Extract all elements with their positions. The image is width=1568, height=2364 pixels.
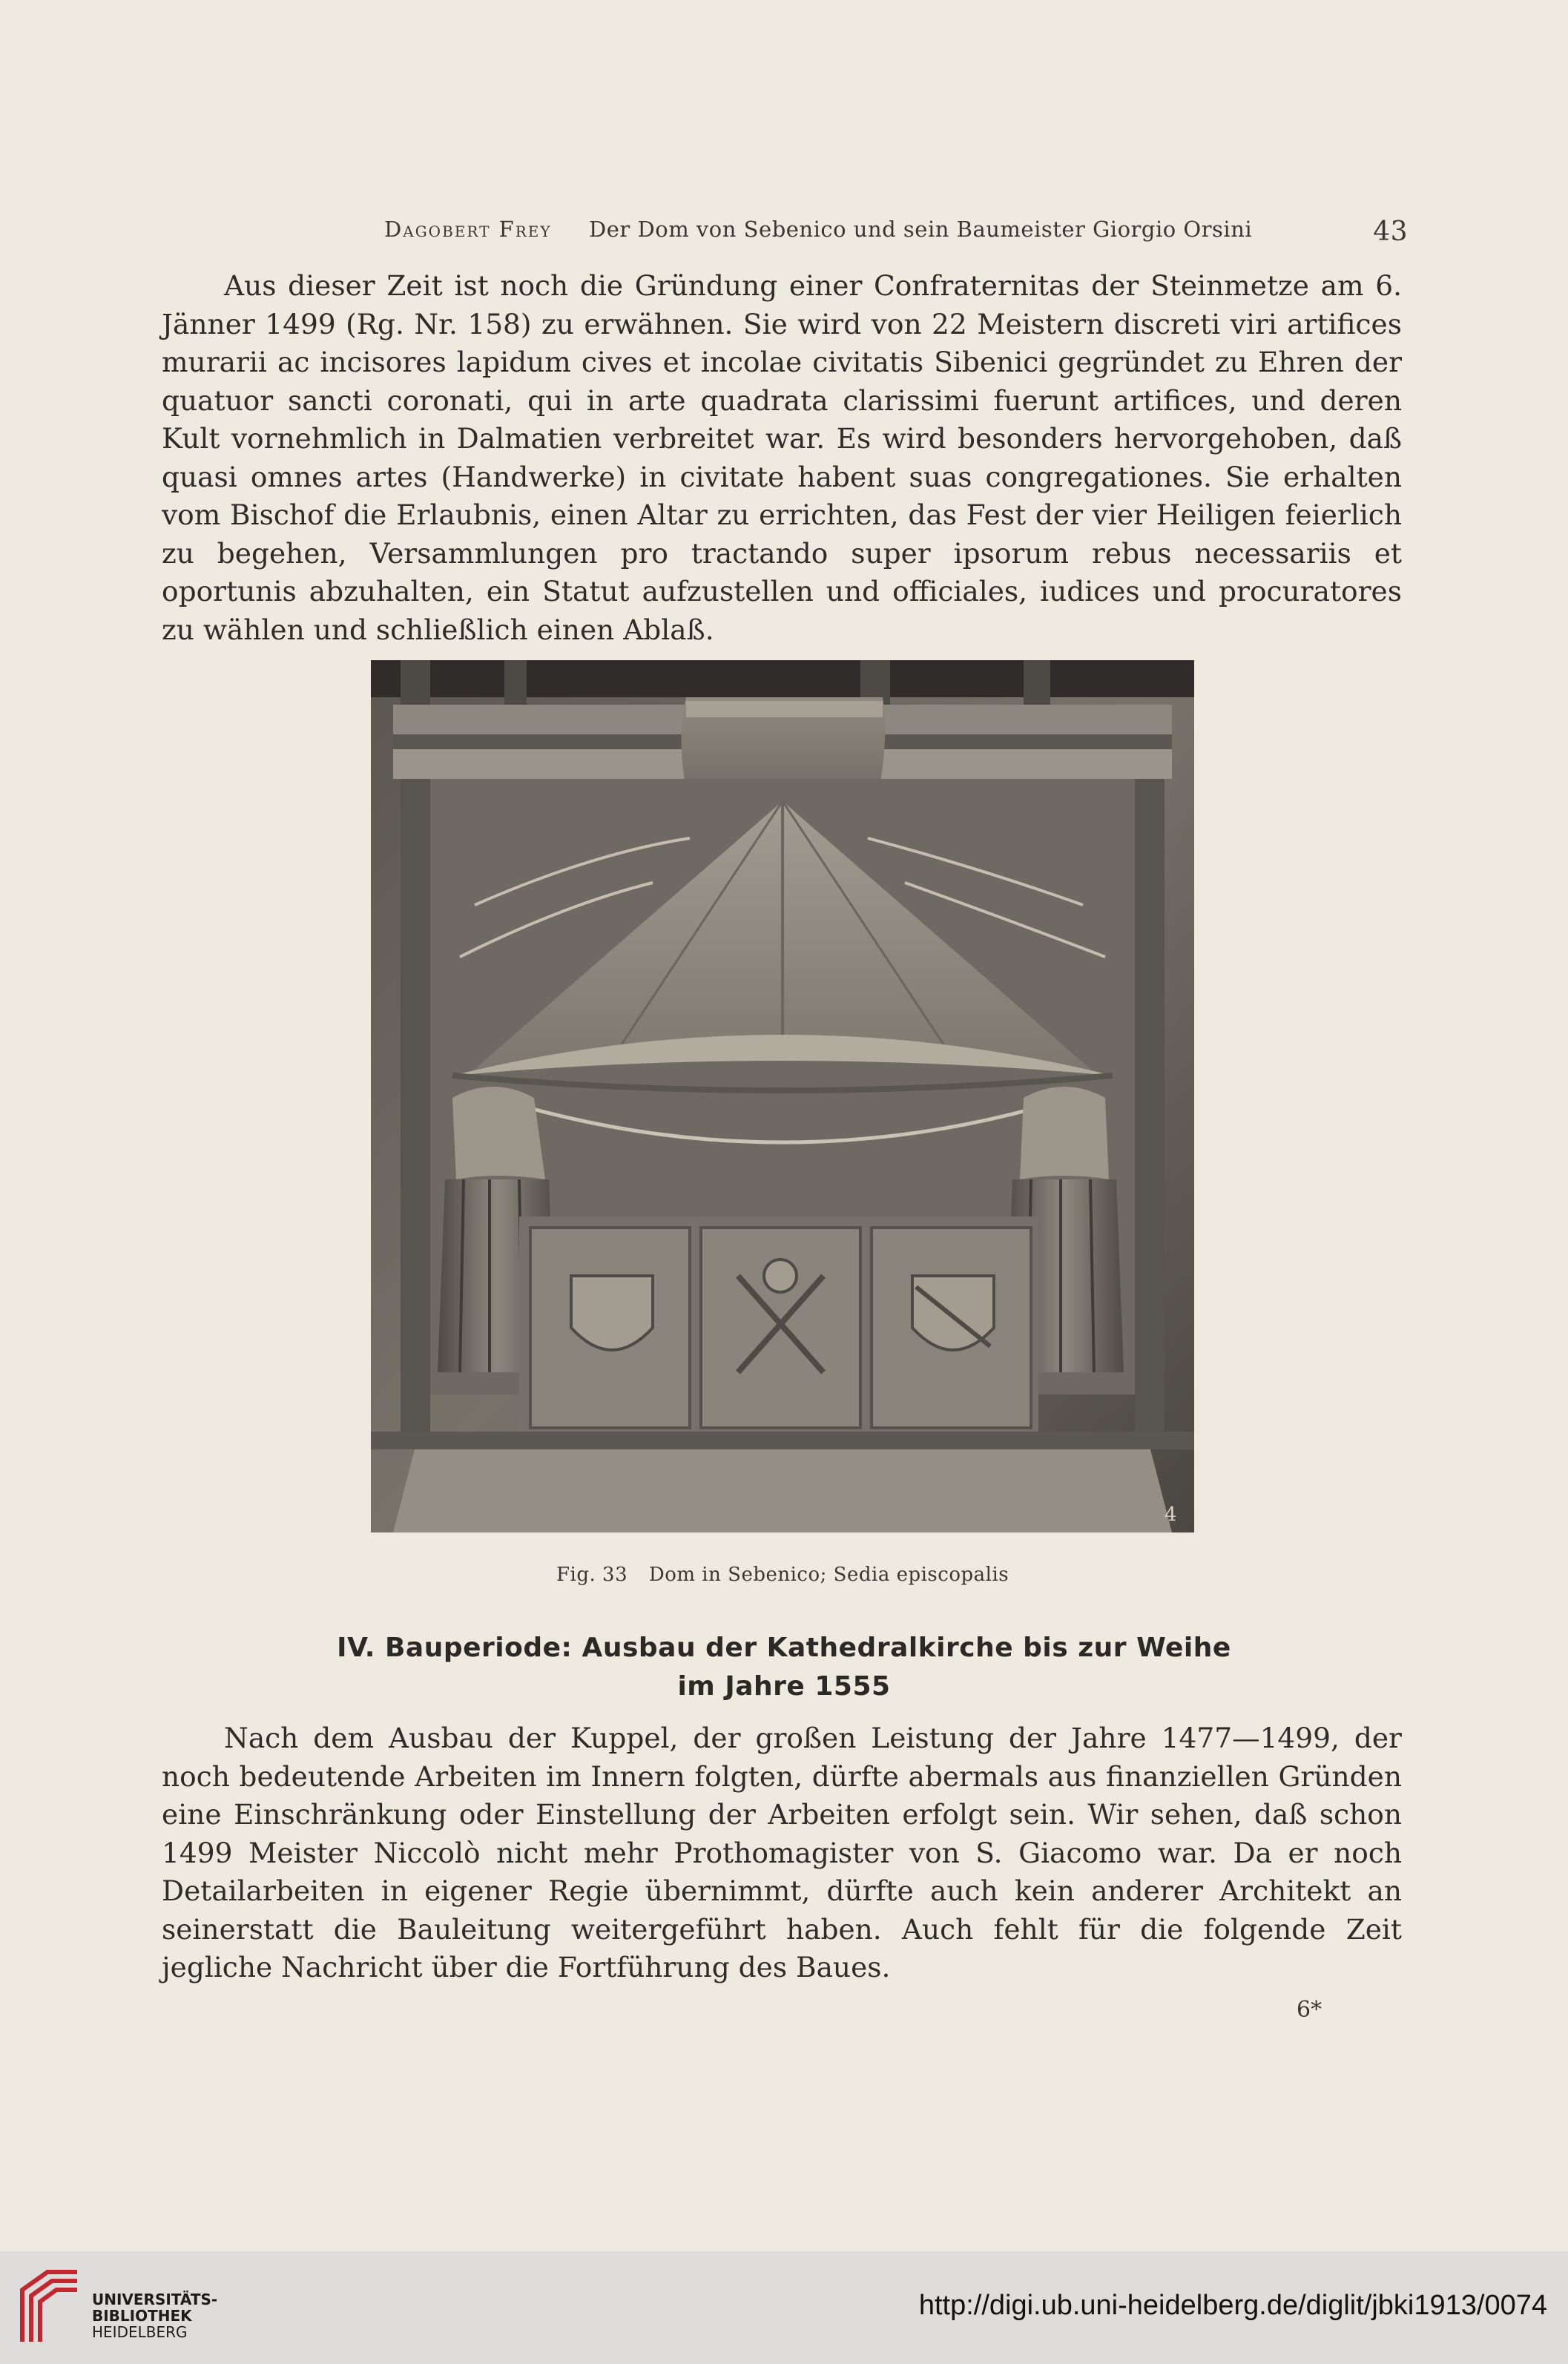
section-heading-line-1: IV. Bauperiode: Ausbau der Kathedralkirche bis zur Weihe [337, 1633, 1231, 1663]
figure-caption-text: Dom in Sebenico; Sedia episcopalis [648, 1564, 1009, 1586]
library-name [92, 2291, 217, 2340]
page-number: 43 [1373, 217, 1408, 247]
footer-bar [0, 2251, 1568, 2364]
section-heading-line-2: im Jahre 1555 [677, 1671, 891, 1702]
header-author: Dagobert Frey [384, 217, 552, 242]
library-name-line-2: BIBLIOTHEK [92, 2307, 192, 2325]
signature-mark: 6* [1297, 1997, 1322, 2023]
figure-photo-sedia-episcopalis [371, 660, 1194, 1532]
episcopal-throne-photo [371, 660, 1194, 1532]
library-logo-icon [18, 2268, 82, 2346]
section-heading [223, 1629, 1345, 1706]
library-name-line-1: UNIVERSITÄTS- [92, 2291, 218, 2308]
figure-corner-mark: 4 [1165, 1504, 1177, 1526]
figure-caption [556, 1564, 1075, 1586]
running-header [384, 217, 1408, 251]
body-paragraph-2: Nach dem Ausbau der Kuppel, der großen Leistung der Jahre 1477—1499, der noch bedeutende Arbeiten im Innern folgten, dürfte abermals aus finanziellen Gründen eine Einschränkung oder Einstellung der Arbeiten erfolgt sein. Wir sehen, daß schon 1499 Meister Niccolò nicht mehr Prothomagister von S. Giacomo war. Da er noch Detailarbeiten in eigener Regie übernimmt, dürfte auch kein anderer Architekt an seinerstatt die Bauleitung weitergeführt haben. Auch fehlt für die folgende Zeit jegliche Nachricht über die Fortführung des Baues. [162, 1722, 1402, 1983]
source-url-link[interactable]: http://digi.ub.uni-heidelberg.de/diglit/jbki1913/0074 [918, 2290, 1547, 2321]
library-name-line-3: HEIDELBERG [92, 2323, 188, 2341]
figure-label: Fig. 33 [556, 1564, 628, 1586]
header-title: Der Dom von Sebenico und sein Baumeister Giorgio Orsini [589, 217, 1253, 242]
body-paragraph-1: Aus dieser Zeit ist noch die Gründung einer Confraternitas der Steinmetze am 6. Jänner 1499 (Rg. Nr. 158) zu erwähnen. Sie wird von 22 Meistern discreti viri artifices murarii ac incisores lapidum cives et incolae civitatis Sibenici gegründet zu Ehren der quatuor sancti coronati, qui in arte quadrata clarissimi fuerunt artifices, und deren Kult vornehmlich in Dalmatien verbreitet war. Es wird besonders hervorgehoben, daß quasi omnes artes (Handwerke) in civitate habent suas congregationes. Sie erhalten vom Bischof die Erlaubnis, einen Altar zu errichten, das Fest der vier Heiligen feierlich zu begehen, Versammlungen pro tractando super ipsorum rebus necessariis et oportunis abzuhalten, ein Statut aufzustellen und officiales, iudices und procuratores zu wählen und schließlich einen Ablaß. [162, 269, 1402, 646]
